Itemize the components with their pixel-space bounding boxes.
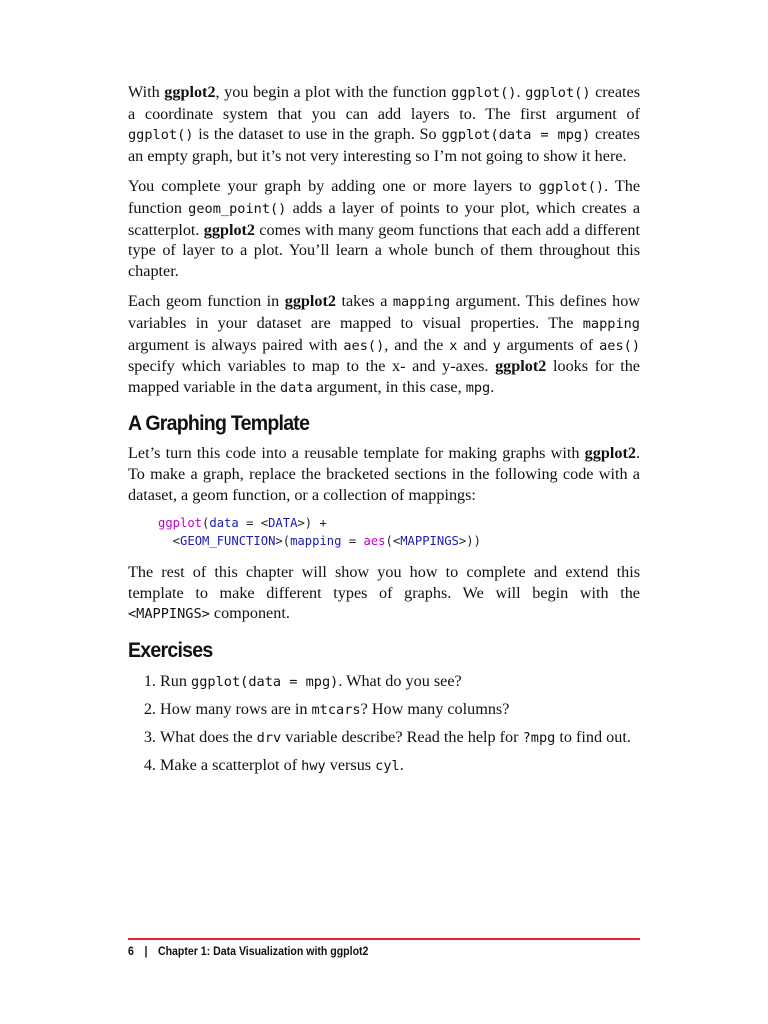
code-block-template: ggplot(data = <DATA>) + <GEOM_FUNCTION>(mapping = aes(<MAPPINGS>)) (158, 516, 481, 548)
page-number: 6 (128, 944, 134, 958)
exercise-item: 3. What does the drv variable describe? Read the help for ?mpg to find out. (160, 727, 640, 748)
paragraph-layers: You complete your graph by adding one or more layers to ggplot(). The function geom_point() adds a layer of points to your plot, which creates a scatterplot. ggplot2 comes with many geom functions that each add a different type of layer to a plot. You’ll learn a whole bunch of them throughout this chapter. (128, 177, 641, 280)
paragraph-intro: With ggplot2, you begin a plot with the function ggplot(). ggplot() creates a coordinate system that you can add layers to. The first argument of ggplot() is the dataset to use in the graph. So ggplot(data = mpg) creates an empty graph, but it’s not very interesting so I’m not going to show it here. (128, 83, 641, 165)
paragraph-template-intro: Let’s turn this code into a reusable template for making graphs with ggplot2. To make a graph, replace the bracketed sections in the following code with a dataset, a geom function, or a collection of mappings: (128, 444, 640, 504)
exercise-item: 4. Make a scatterplot of hwy versus cyl. (160, 755, 640, 776)
exercise-item: 1. Run ggplot(data = mpg). What do you see? (160, 671, 640, 692)
section-heading-graphing-template: A Graphing Template (128, 412, 310, 436)
paragraph-rest-of-chapter: The rest of this chapter will show you how to complete and extend this template to make different types of graphs. We will begin with the <MAPPINGS> component. (128, 563, 640, 623)
page-body (128, 82, 640, 783)
exercise-list (128, 671, 640, 776)
exercise-item: 2. How many rows are in mtcars? How many columns? (160, 699, 640, 720)
page-footer (128, 944, 368, 958)
section-heading-exercises: Exercises (128, 638, 213, 662)
chapter-title: Chapter 1: Data Visualization with ggplot2 (157, 944, 369, 958)
paragraph-mapping: Each geom function in ggplot2 takes a mapping argument. This defines how variables in your dataset are mapped to visual properties. The mapping argument is always paired with aes(), and the x and y arguments of aes() specify which variables to map to the x- and y-axes. ggplot2 looks for the mapped variable in the data argument, in this case, mpg. (128, 292, 641, 396)
footer-rule (128, 938, 640, 940)
footer-separator: | (144, 944, 148, 958)
